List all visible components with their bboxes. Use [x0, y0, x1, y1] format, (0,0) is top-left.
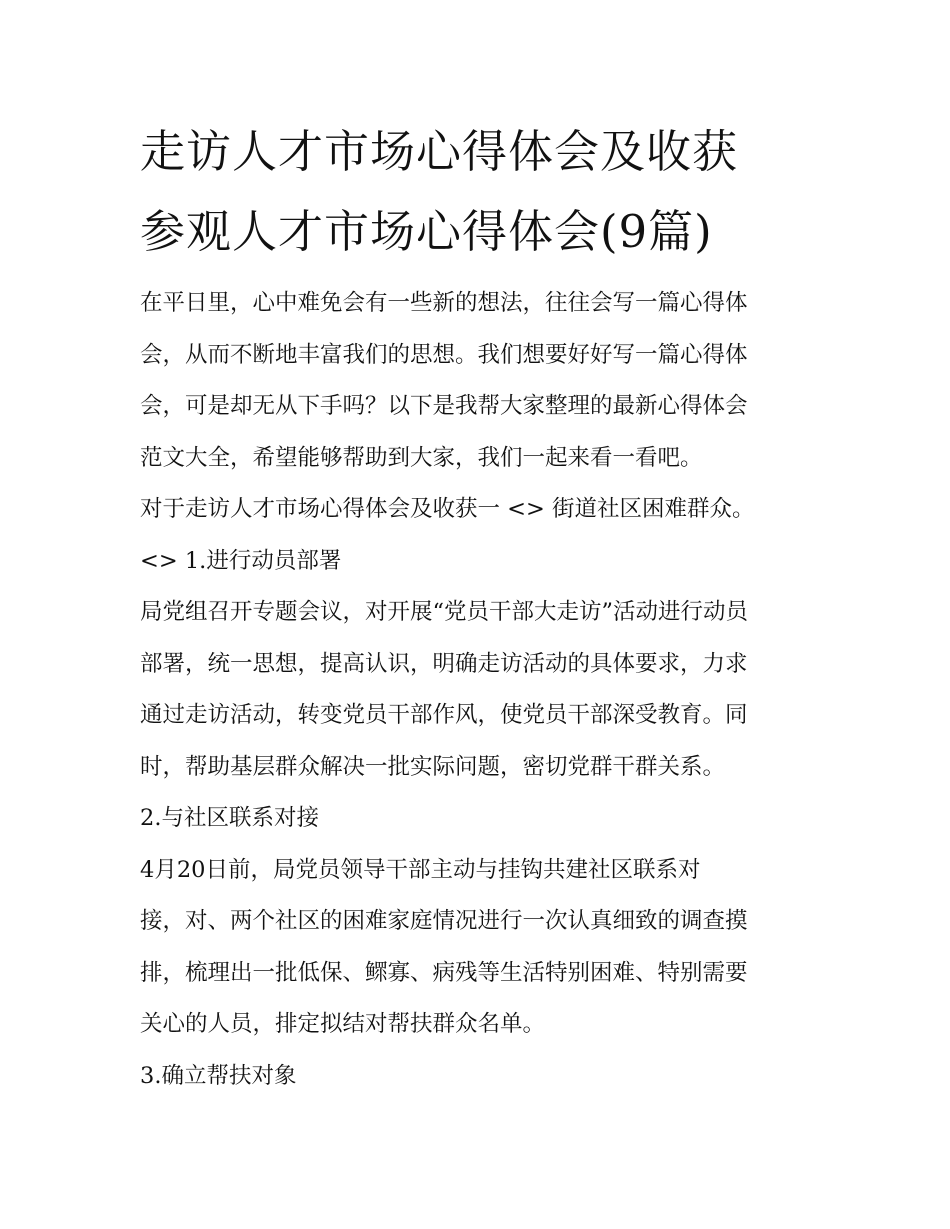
text-line: 2.与社区联系对接: [140, 805, 319, 831]
text-line: 关心的人员，排定拟结对帮扶群众名单。: [140, 1011, 546, 1037]
document-body: [140, 278, 820, 1102]
text-line: 4月20日前，局党员领导干部主动与挂钩共建社区联系对: [140, 856, 701, 883]
title-line: 参观人才市场心得体会(9篇): [140, 205, 713, 258]
text-line: 排，梳理出一批低保、鳏寡、病残等生活特别困难、特别需要: [140, 959, 748, 986]
text-line: 通过走访活动，转变党员干部作风，使党员干部深受教育。同: [140, 702, 748, 728]
text-line: 会，从而不断地丰富我们的思想。我们想要好好写一篇心得体: [140, 341, 748, 368]
text-line: 接，对、两个社区的困难家庭情况进行一次认真细致的调查摸: [140, 908, 748, 934]
text-line: <> 1.进行动员部署: [140, 547, 342, 574]
text-line: 会，可是却无从下手吗？以下是我帮大家整理的最新心得体会: [140, 393, 748, 419]
title-line: 走访人才市场心得体会及收获: [140, 125, 739, 178]
intro-paragraph: [140, 278, 820, 484]
text-line: 范文大全，希望能够帮助到大家，我们一起来看一看吧。: [140, 444, 703, 471]
text-line: 局党组召开专题会议，对开展“党员干部大走访”活动进行动员: [140, 599, 749, 625]
section-heading-3: [140, 1051, 820, 1103]
text-line: 时，帮助基层群众解决一批实际问题，密切党群干群关系。: [140, 753, 726, 780]
document-title: [140, 112, 820, 272]
section-heading-2: [140, 793, 820, 845]
text-line: 对于走访人才市场心得体会及收获一 <> 街道社区困难群众。: [140, 496, 755, 522]
text-line: 在平日里，心中难免会有一些新的想法，往往会写一篇心得体: [140, 290, 748, 316]
body-paragraph-2: [140, 845, 820, 1051]
text-line: 3.确立帮扶对象: [140, 1062, 297, 1089]
body-paragraph-1: [140, 587, 820, 793]
section-intro-paragraph: [140, 484, 820, 536]
text-line: 部署，统一思想，提高认识，明确走访活动的具体要求，力求: [140, 650, 748, 677]
section-heading-1: [140, 536, 820, 588]
